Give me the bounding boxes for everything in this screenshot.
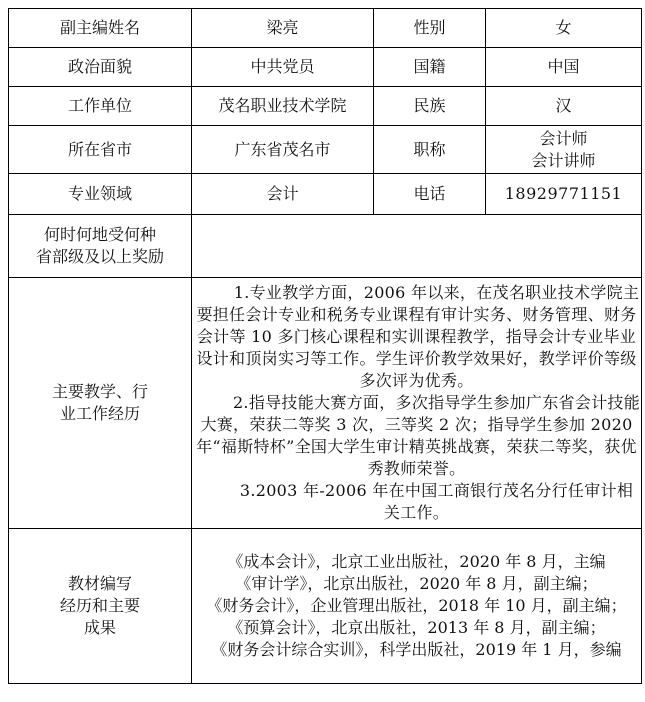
textbook-item: 《财务会计综合实训》，科学出版社，2019 年 1 月，参编 (211, 640, 622, 659)
textbooks-label-line: 经历和主要 (59, 596, 140, 615)
work-unit-label: 工作单位 (9, 87, 192, 126)
awards-value (192, 215, 642, 278)
row-name (9, 9, 642, 48)
province-value: 广东省茂名市 (192, 126, 374, 174)
textbooks-label-line: 成果 (83, 618, 116, 637)
row-work-unit (9, 87, 642, 126)
textbooks-label (9, 529, 192, 684)
title-value-cell (486, 126, 642, 174)
province-label: 所在省市 (9, 126, 192, 174)
awards-label-line: 何时何地受何种 (43, 225, 156, 244)
title-value-line: 会计师 (539, 128, 588, 148)
row-field (9, 174, 642, 215)
experience-paragraph: 1.专业教学方面，2006 年以来，在茂名职业技术学院主要担任会计专业和税务专业课程有审计实务、财务管理、财务会计等 10 多门核心课程和实训课程教学，指导会计专业毕业设计和顶岗实习等工作。学生评价教学效果好，教学评价等级多次评为优秀。 (196, 283, 640, 390)
experience-label (9, 278, 192, 529)
textbook-item: 《预算会计》，北京出版社，2013 年 8 月，副主编； (227, 618, 606, 637)
awards-label (9, 215, 192, 278)
experience-text (192, 278, 642, 529)
profile-form-table (8, 8, 642, 684)
field-value: 会计 (192, 174, 374, 215)
nationality-value: 中国 (486, 48, 642, 87)
ethnicity-label: 民族 (374, 87, 486, 126)
nationality-label: 国籍 (374, 48, 486, 87)
experience-paragraph: 2.指导技能大赛方面，多次指导学生参加广东省会计技能大赛，荣获二等奖 3 次，三等奖 2 次；指导学生参加 2020 年“福斯特杯”全国大学生审计精英挑战赛，荣获二等奖，获优秀教师荣誉。 (196, 393, 641, 478)
phone-label: 电话 (374, 174, 486, 215)
work-unit-value: 茂名职业技术学院 (192, 87, 374, 126)
gender-value: 女 (486, 9, 642, 48)
textbooks-label-line: 教材编写 (67, 574, 132, 593)
row-textbooks (9, 529, 642, 684)
row-province (9, 126, 642, 174)
field-label: 专业领域 (9, 174, 192, 215)
gender-label: 性别 (374, 9, 486, 48)
experience-label-line: 业工作经历 (59, 404, 140, 423)
row-experience (9, 278, 642, 529)
phone-value: 18929771151 (486, 174, 642, 215)
experience-label-line: 主要教学、行 (51, 382, 148, 401)
textbook-item: 《财务会计》，企业管理出版社，2018 年 10 月，副主编； (206, 596, 627, 615)
awards-label-line: 省部级及以上奖励 (35, 247, 164, 266)
political-value: 中共党员 (192, 48, 374, 87)
row-awards (9, 215, 642, 278)
title-value-line: 会计讲师 (531, 150, 596, 170)
textbooks-list (192, 529, 642, 684)
deputy-editor-label: 副主编姓名 (9, 9, 192, 48)
row-political (9, 48, 642, 87)
deputy-editor-value: 梁亮 (192, 9, 374, 48)
textbook-item: 《成本会计》，北京工业出版社，2020 年 8 月，主编 (227, 552, 606, 571)
ethnicity-value: 汉 (486, 87, 642, 126)
textbook-item: 《审计学》，北京出版社，2020 年 8 月，副主编； (235, 574, 598, 593)
experience-paragraph: 3.2003 年-2006 年在中国工商银行茂名分行任审计相关工作。 (239, 481, 634, 522)
political-label: 政治面貌 (9, 48, 192, 87)
title-label: 职称 (374, 126, 486, 174)
